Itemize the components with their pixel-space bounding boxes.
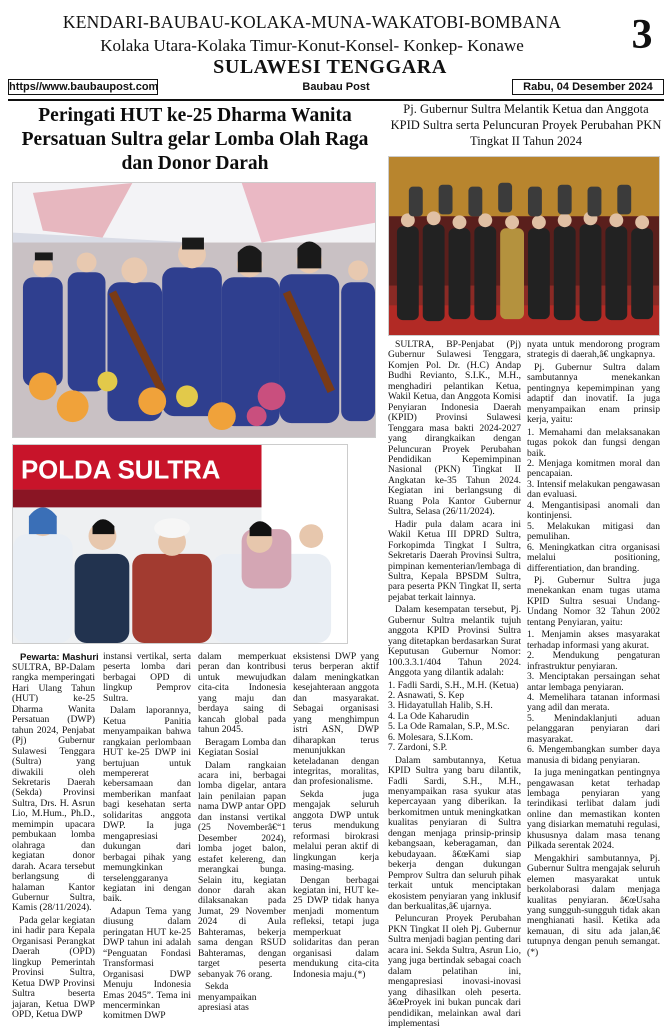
paragraph: Mengakhiri sambutannya, Pj. Gubernur Sultra mengajak seluruh elemen masyarakat untuk berkolaborasi dalam menjaga kualitas penyiaran. â€œUsaha yang sungguh-sungguh tidak akan menghianati hasil. Ketika ada kemauan, di situ ada jalan,â€ tutupnya dengan penuh semangat. (*) — [527, 852, 660, 958]
paragraph: Peluncuran Proyek Perubahan PKN Tingkat II oleh Pj. Gubernur Sultra menjadi bagian penting dari acara ini. Sekda Sultra, Asrun Lio, yang juga bertindak sebagai coach dalam pelatihan ini, mengapresiasi inovasi-inovasi yang dihasilkan oleh peserta. â€œProyek ini bukan puncak dari pendidikan, melainkan awal dari implementasi — [388, 913, 521, 1029]
masthead-province: SULAWESI TENGGARA — [213, 56, 447, 78]
left-article-column-3 — [198, 651, 286, 1013]
subheading: Beragam Lomba dan Kegiatan Sosial — [198, 736, 286, 759]
paragraph: nyata untuk mendorong program strategis di daerah,â€ ungkapnya. — [527, 339, 660, 361]
list-item: 5. Menindaklanjuti aduan pelanggaran penyiaran dari masyarakat. — [527, 712, 660, 745]
list-item: 4. Mengantisipasi anomali dan kontinjensi. — [527, 499, 660, 522]
masthead-regions-subline: Kolaka Utara-Kolaka Timur-Konut-Konsel- Konkep- Konawe — [100, 36, 524, 55]
website-url-box: https//www.baubaupost.com — [9, 81, 159, 93]
list-item: 2. Asnawati, S. Kep — [388, 689, 465, 701]
kpid-inauguration-image — [389, 157, 659, 335]
paragraph: Dalam laporannya, Ketua Panitia menyampaikan bahwa rangkaian perlombaan HUT ke-25 DWP ini bertujuan untuk mempererat kebersamaan dan memberikan manfaat bagi kesehatan serta solidaritas anggota DWP. Ia juga mengapresiasi dukungan dari berbagai pihak yang memungkinkan terselenggaranya kegiatan ini dengan baik. — [103, 705, 191, 905]
paragraph: SULTRA, BP-Penjabat (Pj) Gubernur Sulawesi Tenggara, Komjen Pol. Dr. (H.C) Andap Budhi Revianto, S.I.K., M.H., menghadiri pelantikan Ketua, Wakil Ketua, dan Anggota Komisi Penyiaran Indonesia Daerah (KPID) Provinsi Sulawesi Tenggara masa bakti 2024-2027 yang dirangkaikan dengan Peluncuran Proyek Perubahan Pendidikan Kepemimpinan Nasional (PKN) Tingkat II Angkatan ke-35 Tahun 2024. Kegiatan ini berlangsung di Ruang Pola Kantor Gubernur Sultra, Selasa (26/11/2024). — [388, 339, 521, 518]
right-article-headline: Pj. Gubernur Sultra Melantik Ketua dan Anggota KPID Sultra serta Peluncuran Proyek Perubahan PKN Tingkat II Tahun 2024 — [390, 102, 662, 148]
list-item: 6. Molesara, S.I.Kom. — [388, 731, 473, 743]
list-item: 3. Hidayatullah Halib, S.H. — [388, 700, 493, 712]
list-item: 5. La Ode Ramalan, S.P., M.Sc. — [388, 721, 510, 733]
left-article-headline: Peringati HUT ke-25 Dharma Wanita Persatuan Sultra gelar Lomba Olah Raga dan Donor Darah — [21, 105, 369, 174]
paragraph: Dalam rangkaian acara ini, berbagai lomba digelar, antara lain penilaian papan nama DWP antar OPD dan instansi vertikal (25 Novemberâ€“1 Desember 2024), lomba joget balon, estafet kelereng, dan merangkai bunga. Selain itu, kegiatan donor darah akan dilaksanakan pada Jumat, 29 November 2024 di Aula Bahteramas, bekerja sama dengan RSUD Bahteramas, dengan target peserta sebanyak 76 orang. — [198, 759, 286, 980]
list-item: 4. Memelihara tatanan informasi yang adil dan merata. — [527, 691, 660, 714]
paragraph: Hadir pula dalam acara ini Wakil Ketua III DPRD Sultra, Forkopimda Tingkat I Sultra, Sekretaris Daerah Provinsi Sultra, pimpinan kementerian/lembaga di Sultra, Kepala BPSDM Sultra, para peserta PKN Tingkat II, serta pejabat terkait lainnya. — [388, 518, 521, 603]
list-item: 2. Menjaga komitmen moral dan pencapaian. — [527, 457, 660, 480]
paragraph: Dengan berbagai kegiatan ini, HUT ke-25 DWP tidak hanya menjadi momentum refleksi, tetapi juga memperkuat solidaritas dan peran organisasi dalam mendukung cita-cita Indonesia maju.(*) — [293, 874, 379, 980]
paragraph: Sekda juga mengajak seluruh anggota DWP untuk terus mendukung reformasi birokrasi melalui peran aktif di lingkungan kerja masing-masing. — [293, 788, 379, 874]
right-article-column-1 — [388, 339, 521, 1029]
left-article-column-4 — [293, 652, 379, 1008]
issue-date-box: Rabu, 04 Desember 2024 — [512, 79, 664, 95]
svg-text:POLDA SULTRA: POLDA SULTRA — [20, 456, 221, 485]
work-principles-list — [527, 428, 660, 574]
kpid-duties-list — [527, 630, 660, 766]
left-article-column-2 — [103, 651, 191, 1022]
kpid-inauguration-photo — [388, 156, 660, 336]
list-item: 2. Mendukung pengaturan infrastruktur penyiaran. — [527, 650, 660, 672]
masthead-regions-line: KENDARI-BAUBAU-KOLAKA-MUNA-WAKATOBI-BOMBANA — [62, 12, 562, 32]
paragraph: Pj. Gubernur Sultra juga menekankan enam tugas utama KPID Sultra sesuai Undang-Undang Nomor 32 Tahun 2002 tentang Penyiaran, yaitu: — [527, 574, 660, 628]
newspaper-brand: Baubau Post — [302, 81, 370, 93]
right-article-column-2 — [527, 340, 660, 1008]
list-item: 4. La Ode Kaharudin — [388, 710, 469, 722]
list-item: 3. Intensif melakukan pengawasan dan evaluasi. — [527, 478, 660, 501]
list-item: 1. Memahami dan melaksanakan tugas pokok dan fungsi dengan baik. — [527, 426, 660, 459]
paragraph: dalam memperkuat peran dan kontribusi untuk mewujudkan cita-cita Indonesia yang maju dan berdaya saing di kancah global pada tahun 2045. — [198, 651, 286, 736]
opening-ceremony-photo — [12, 182, 376, 438]
blood-donation-image — [13, 445, 347, 643]
blood-donation-photo — [12, 444, 348, 644]
list-item: 6. Meningkatkan citra organisasi melalui positioning, differentiation, dan branding. — [527, 541, 660, 574]
list-item: 7. Zardoni, S.P. — [388, 742, 448, 754]
paragraph: Pj. Gubernur Sultra dalam sambutannya menekankan pentingnya kepemimpinan yang adaptif dan inovatif. Ia juga menyampaikan enam prinsip kerja, yaitu: — [527, 361, 660, 426]
masthead — [0, 0, 671, 100]
paragraph: Dalam sambutannya, Ketua KPID Sultra yang baru dilantik, Fadli Sardi, S.H., M.H., menyampaikan rasa syukur atas kepercayaan yang diberikan. Ia berkomitmen untuk meningkatkan kualitas penyiaran di Sultra dengan menjaga prinsip-prinsip kebangsaan, keberagaman, dan kebudayaan. â€œKami siap bekerja dengan dukungan Pemprov Sultra dan seluruh pihak terkait untuk menciptakan ekosistem penyiaran yang inklusif dan berkualitas,â€ ujarnya. — [388, 754, 521, 913]
paragraph: Dalam kesempatan tersebut, Pj. Gubernur Sultra melantik tujuh anggota KPID Provinsi Sultra yang ditetapkan berdasarkan Surat Keputusan Gubernur Nomor: 100.3.3.1/404 Tahun 2024. Anggota yang dilantik adalah: — [388, 604, 521, 679]
photo-credit: Pewarta: Mashuri — [20, 652, 99, 663]
paragraph: Sekda menyampaikan apresiasi atas — [198, 981, 257, 1013]
list-item: 6. Mengembangkan sumber daya manusia di bidang penyiaran. — [527, 744, 660, 766]
kpid-member-list — [388, 681, 521, 754]
page-number: 3 — [631, 12, 653, 58]
paragraph: Ia juga meningatkan pentingnya pengawasan ketat terhadap lembaga penyiaran yang terindikasi terlibat dalam judi online dan memastikan konten yang disiarkan mematuhi regulasi, khususnya dalam masa tenang Pilkada serentak 2024. — [527, 767, 660, 852]
paragraph: instansi vertikal, serta peserta lomba dari berbagai OPD di lingkup Pemprov Sultra. — [103, 651, 191, 704]
paragraph: SULTRA, BP-Dalam rangka memperingati Hari Ulang Tahun (HUT) ke-25 Dharma Wanita Persatuan (DWP) tahun 2024, Penjabat (Pj) Gubernur Sulawesi Tenggara (Sultra) yang diwakili oleh Sekretaris Daerah (Sekda) Provinsi Sultra, Drs. H. Asrun Lio, M.Hum., Ph.D., memimpin upacara pembukaan lomba olahraga dan kegiatan donor darah. Acara tersebut berlangsung di halaman Kantor Gubernur Sultra, Kamis (28/11/2024). — [12, 662, 95, 914]
opening-ceremony-image — [13, 183, 375, 437]
left-article-column-1 — [12, 662, 95, 1020]
list-item: 1. Menjamin akses masyarakat terhadap informasi yang akurat. — [527, 629, 660, 651]
paragraph: Pada gelar kegiatan ini hadir para Kepala Organisasi Perangkat Daerah (OPD) lingkup Pemerintah Provinsi Sultra, Ketua DWP Provinsi Sultra beserta jajaran, Ketua DWP OPD, Ketua DWP — [12, 914, 95, 1020]
paragraph: Adapun Tema yang diusung dalam peringatan HUT ke-25 DWP tahun ini adalah “Penguatan Fondasi Transformasi Organisasi DWP Menuju Indonesia Emas 2045”. Tema ini mencerminkan komitmen DWP — [103, 905, 191, 1022]
list-item: 1. Fadli Sardi, S.H., M.H. (Ketua) — [388, 679, 519, 691]
list-item: 5. Melakukan mitigasi dan pemulihan. — [527, 520, 660, 543]
list-item: 3. Menciptakan persaingan sehat antar lembaga penyiaran. — [527, 671, 660, 693]
paragraph: eksistensi DWP yang terus berperan aktif dalam meningkatkan kesejahteraan anggota dan masyarakat. Sebagai organisasi yang menghimpun istri ASN, DWP diharapkan terus menunjukkan keteladanan dengan integritas, moralitas, dan profesionalisme. — [293, 651, 379, 788]
